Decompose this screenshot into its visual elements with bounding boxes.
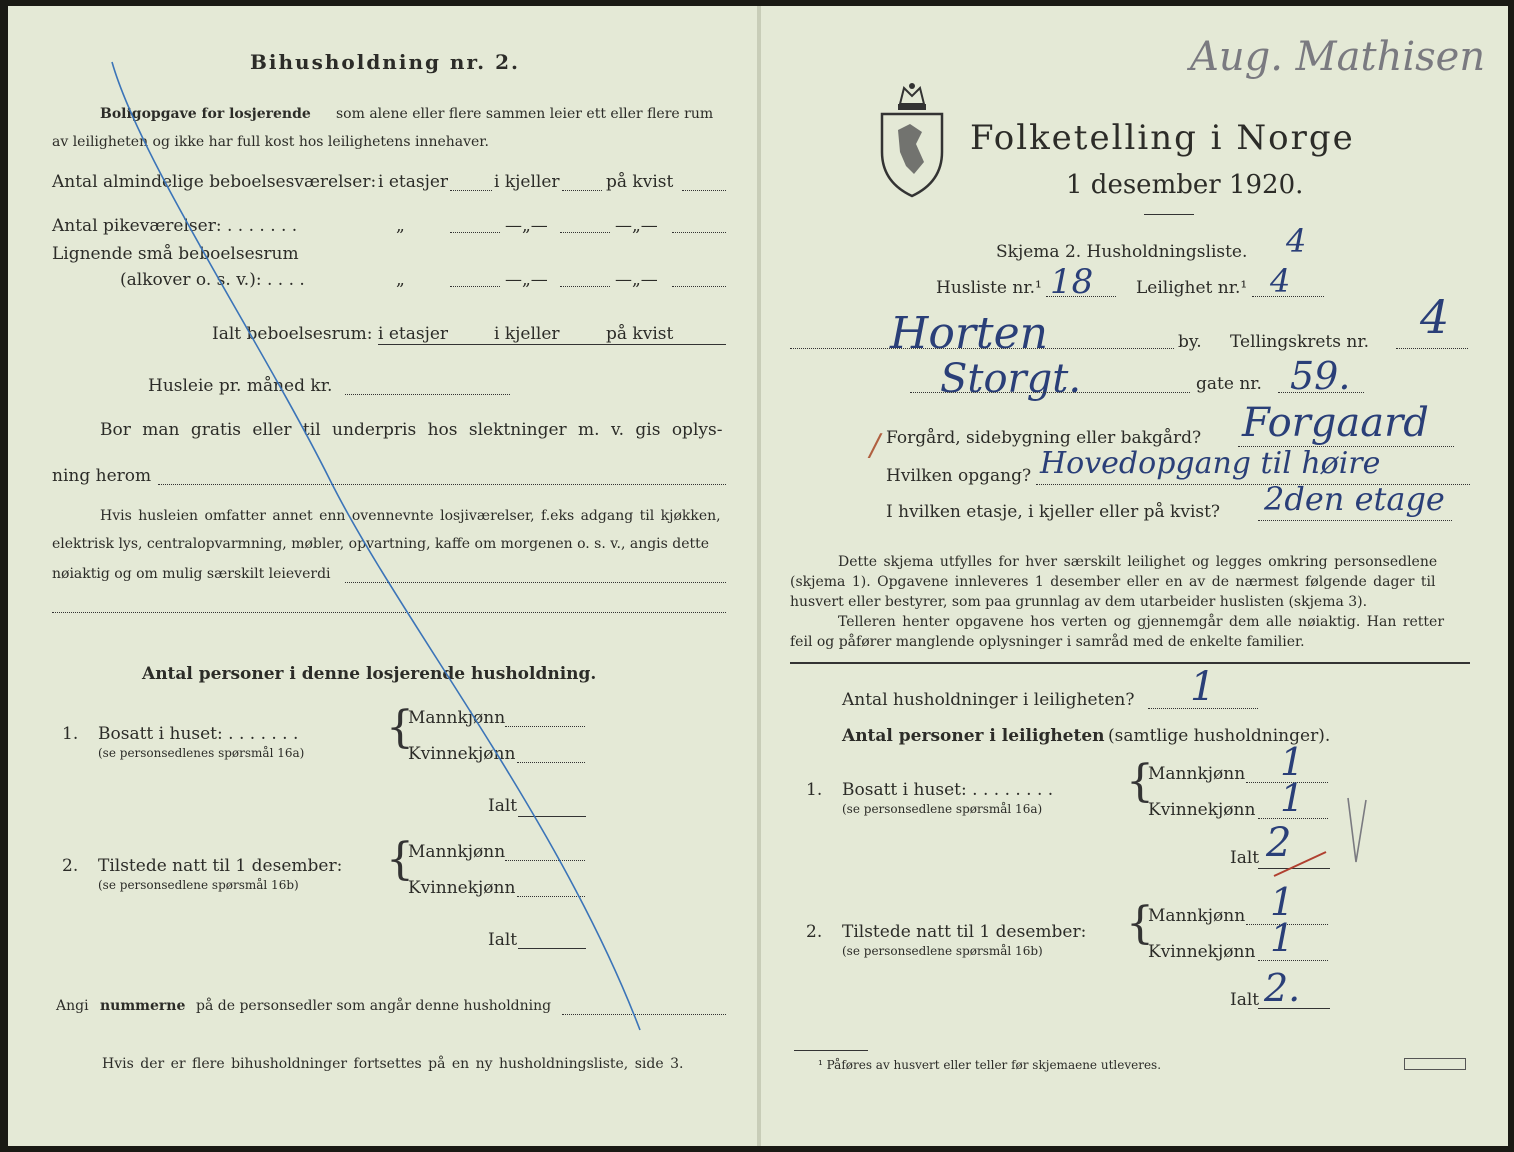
left-footer: Hvis der er flere bihusholdninger fortsettes på en ny husholdningsliste, side 3. bbox=[102, 1056, 684, 1072]
forgard-label: Forgård, sidebygning eller bakgård? bbox=[886, 428, 1202, 448]
q2-ialt-value[interactable]: 2. bbox=[1264, 966, 1301, 1010]
skjema-hand-number: 4 bbox=[1286, 222, 1307, 260]
gate-label: gate nr. bbox=[1196, 374, 1262, 394]
persons-heading-rest: (samtlige husholdninger). bbox=[1108, 726, 1331, 746]
kvinne-label: Kvinnekjønn bbox=[408, 744, 516, 764]
col-kvist: på kvist bbox=[606, 324, 674, 344]
ditto-mark: „ bbox=[396, 270, 405, 290]
footnote: ¹ Påføres av husvert eller teller før skjemaene utleveres. bbox=[818, 1058, 1162, 1072]
gate-number[interactable]: 59. bbox=[1290, 354, 1351, 398]
q2-sub: (se personsedlene spørsmål 16b) bbox=[842, 944, 1043, 958]
antal-husholdninger-value[interactable]: 1 bbox=[1190, 664, 1216, 710]
antal-husholdninger-label: Antal husholdninger i leiligheten? bbox=[842, 690, 1135, 710]
q1-ialt-value[interactable]: 2 bbox=[1266, 820, 1292, 866]
gratis-line2: ning herom bbox=[52, 466, 152, 486]
q1-label: Bosatt i huset: . . . . . . . bbox=[98, 724, 299, 744]
ialt-label: Ialt bbox=[488, 796, 518, 816]
ialt-label: Ialt bbox=[1230, 990, 1260, 1010]
krets-value[interactable]: 4 bbox=[1420, 290, 1450, 344]
col-etasjer: i etasjer bbox=[378, 324, 449, 344]
q2-kvinne-value[interactable]: 1 bbox=[1270, 916, 1295, 960]
ialt-label: Ialt bbox=[1230, 848, 1260, 868]
col-kvist: på kvist bbox=[606, 172, 674, 192]
q1-kvinne-value[interactable]: 1 bbox=[1280, 776, 1305, 820]
col-kjeller: i kjeller bbox=[494, 172, 560, 192]
pencil-check-marks bbox=[1230, 780, 1380, 890]
corner-signature: Aug. Mathisen bbox=[1190, 34, 1486, 80]
husliste-label: Husliste nr.¹ bbox=[936, 278, 1042, 298]
intro-bold: Boligopgave for losjerende bbox=[100, 106, 311, 122]
ditto-mark: —„— bbox=[505, 216, 548, 236]
leilighet-value[interactable]: 4 bbox=[1270, 262, 1291, 300]
info-line4: Telleren henter opgavene hos verten og gjennemgår dem alle nøiaktig. Han retter bbox=[838, 614, 1445, 630]
brace: { bbox=[386, 834, 414, 885]
col-kjeller: i kjeller bbox=[494, 324, 560, 344]
info-line5: feil og påfører manglende oplysninger i samråd med de enkelte familier. bbox=[790, 634, 1305, 650]
gate-value[interactable]: Storgt. bbox=[940, 356, 1082, 402]
intro-line2: av leiligheten og ikke har full kost hos leilighetens innehaver. bbox=[52, 134, 489, 150]
hvis-line3: nøiaktig og om mulig særskilt leieverdi bbox=[52, 566, 331, 582]
row3-sub: (alkover o. s. v.): . . . . bbox=[120, 270, 305, 290]
leilighet-label: Leilighet nr.¹ bbox=[1136, 278, 1248, 298]
intro-rest: som alene eller flere sammen leier ett eller flere rum bbox=[336, 106, 714, 122]
q2-label: Tilstede natt til 1 desember: bbox=[842, 922, 1087, 942]
hvis-line2: elektrisk lys, centralopvarmning, møbler, opvartning, kaffe om morgenen o. s. v., angis dette bbox=[52, 536, 710, 552]
hvis-line1: Hvis husleien omfatter annet enn ovennevnte losjiværelser, f.eks adgang til kjøkken, bbox=[100, 508, 721, 524]
brace: { bbox=[386, 702, 414, 753]
q1-sub: (se personsedlenes spørsmål 16a) bbox=[98, 746, 305, 760]
info-line1: Dette skjema utfylles for hver særskilt leilighet og legges omkring personsedlene bbox=[838, 554, 1438, 570]
info-line2: (skjema 1). Opgavene innleveres 1 desember eller en av de nærmest følgende dager til bbox=[790, 574, 1436, 590]
q1-number: 1. bbox=[62, 724, 79, 744]
angi-rest: på de personsedler som angår denne husholdning bbox=[196, 998, 552, 1014]
angi-bold: nummerne bbox=[100, 998, 186, 1014]
by-value[interactable]: Horten bbox=[890, 308, 1048, 359]
mann-label: Mannkjønn bbox=[408, 842, 506, 862]
q2-sub: (se personsedlene spørsmål 16b) bbox=[98, 878, 299, 892]
krets-label: Tellingskrets nr. bbox=[1230, 332, 1370, 352]
q1-label: Bosatt i huset: . . . . . . . . bbox=[842, 780, 1054, 800]
ialt-label: Ialt bbox=[488, 930, 518, 950]
left-title: Bihusholdning nr. 2. bbox=[250, 50, 520, 74]
kvinne-label: Kvinnekjønn bbox=[1148, 942, 1256, 962]
angi-pre: Angi bbox=[56, 998, 89, 1014]
q2-label: Tilstede natt til 1 desember: bbox=[98, 856, 343, 876]
opgang-value[interactable]: Hovedopgang til høire bbox=[1040, 446, 1381, 481]
gratis-line1: Bor man gratis eller til underpris hos slektninger m. v. gis oplys- bbox=[100, 420, 723, 440]
persons-heading: Antal personer i leiligheten bbox=[842, 726, 1105, 746]
q1-number: 1. bbox=[806, 780, 823, 800]
forgard-value[interactable]: Forgaard bbox=[1242, 400, 1429, 446]
right-title: Folketelling i Norge bbox=[970, 118, 1355, 158]
opgang-label: Hvilken opgang? bbox=[886, 466, 1032, 486]
q1-mann-value[interactable]: 1 bbox=[1280, 740, 1305, 784]
q2-mann-value[interactable]: 1 bbox=[1270, 880, 1295, 924]
brace: { bbox=[1126, 756, 1154, 807]
mann-label: Mannkjønn bbox=[1148, 906, 1246, 926]
brace: { bbox=[1126, 898, 1154, 949]
etasje-label: I hvilken etasje, i kjeller eller på kvist? bbox=[886, 502, 1221, 522]
ditto-mark: —„— bbox=[615, 270, 658, 290]
ditto-mark: „ bbox=[396, 216, 405, 236]
norwegian-coat-of-arms-icon bbox=[876, 82, 948, 200]
row1-label: Antal almindelige beboelsesværelser: bbox=[52, 172, 377, 192]
mann-label: Mannkjønn bbox=[408, 708, 506, 728]
q2-number: 2. bbox=[62, 856, 79, 876]
ialt-label: Ialt beboelsesrum: bbox=[212, 324, 373, 344]
kvinne-label: Kvinnekjønn bbox=[408, 878, 516, 898]
left-persons-heading: Antal personer i denne losjerende husholdning. bbox=[142, 664, 597, 684]
husleie-label: Husleie pr. måned kr. bbox=[148, 376, 333, 396]
skjema-label: Skjema 2. Husholdningsliste. bbox=[996, 242, 1248, 262]
by-label: by. bbox=[1178, 332, 1202, 352]
ditto-mark: —„— bbox=[615, 216, 658, 236]
ditto-mark: —„— bbox=[505, 270, 548, 290]
kvinne-label: Kvinnekjønn bbox=[1148, 800, 1256, 820]
etasje-value[interactable]: 2den etage bbox=[1264, 480, 1445, 518]
husliste-value[interactable]: 18 bbox=[1050, 262, 1094, 302]
row3-label: Lignende små beboelsesrum bbox=[52, 244, 299, 264]
q2-number: 2. bbox=[806, 922, 823, 942]
info-line3: husvert eller bestyrer, som paa grunnlag av dem utarbeider huslisten (skjema 3). bbox=[790, 594, 1368, 610]
census-date: 1 desember 1920. bbox=[1066, 170, 1304, 200]
printer-stamp bbox=[1404, 1058, 1466, 1070]
row2-label: Antal pikeværelser: . . . . . . . bbox=[52, 216, 298, 236]
pencil-mark: / bbox=[870, 428, 881, 463]
col-etasjer: i etasjer bbox=[378, 172, 449, 192]
mann-label: Mannkjønn bbox=[1148, 764, 1246, 784]
q1-sub: (se personsedlene spørsmål 16a) bbox=[842, 802, 1043, 816]
